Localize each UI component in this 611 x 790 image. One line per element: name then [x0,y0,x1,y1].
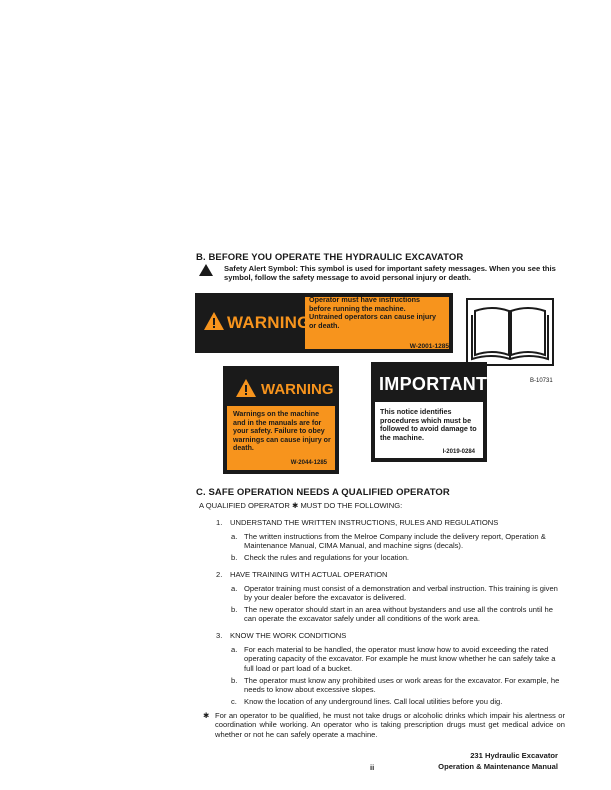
manual-icon-code: B-10731 [530,378,553,384]
warning-sign-panel [227,370,335,406]
list-item-number: 1. [216,518,223,527]
list-item-title: KNOW THE WORK CONDITIONS [230,631,347,640]
footnote-mark: ✱ [203,711,210,720]
list-item-number: 3. [216,631,223,640]
sub-item-text: The written instructions from the Melroe Company include the delivery report, Operation & Maintenance Manual, CIMA Manual, and machine signs (decals). [244,532,546,551]
sub-item-text: The operator must know any prohibited uses or work areas for the excavator. For example, he needs to know about excessive slopes. [244,676,560,695]
warning-decal-text: Operator must have instructions before running the machine. Untrained operators can cause injury or death. [309,295,437,330]
decal-code: I-2019-0284 [442,449,475,455]
sub-item-letter: a. [231,532,238,541]
warning-signal-word: WARNING [261,381,334,398]
warning-signal-word: WARNING [227,313,311,332]
warning-triangle-icon [235,378,257,398]
list-item-title: HAVE TRAINING WITH ACTUAL OPERATION [230,570,388,579]
open-manual-icon [465,297,555,367]
sub-item-text: Know the location of any underground lines. Call local utilities before you dig. [244,697,503,706]
sub-item-letter: b. [231,553,238,562]
section-c-title: C. SAFE OPERATION NEEDS A QUALIFIED OPERATOR [196,487,450,498]
warning-decal-operator-instructions [195,293,453,353]
sub-item-letter: b. [231,605,238,614]
important-decal-text: This notice identifies procedures which must be followed to avoid damage to the machine. [380,407,477,442]
manual-title-line-2: Operation & Maintenance Manual [438,762,558,771]
warning-triangle-icon [203,311,225,331]
sub-item-letter: a. [231,584,238,593]
manual-title-line-1: 231 Hydraulic Excavator [470,751,558,760]
sub-item-text: Operator training must consist of a demonstration and verbal instruction. This training is given by your dealer before the excavator is delivered. [244,584,558,603]
decal-code: W-2044-1285 [290,460,327,466]
sub-item-text: For each material to be handled, the operator must know how to avoid exceeding the rated operating capacity of the excavator. For example he must know whether he can safely take a full load or part load of a bucket. [244,645,556,673]
sub-item-letter: b. [231,676,238,685]
sub-item-text: Check the rules and regulations for your location. [244,553,410,562]
sub-item-letter: a. [231,645,238,654]
important-decal [371,362,487,462]
sub-item-letter: c. [231,697,237,706]
section-c-intro: A QUALIFIED OPERATOR ✱ MUST DO THE FOLLOWING: [199,501,403,510]
warning-sign-panel [199,297,311,349]
list-item-title: UNDERSTAND THE WRITTEN INSTRUCTIONS, RULES AND REGULATIONS [230,518,499,527]
safety-alert-text: Safety Alert Symbol: This symbol is used for important safety messages. When you see this symbol, follow the safety message to avoid personal injury or death. [224,264,556,283]
safety-alert-icon [199,264,213,276]
decal-code: W-2001-1285 [409,343,449,350]
warning-decal-manuals [223,366,339,474]
section-b-title: B. BEFORE YOU OPERATE THE HYDRAULIC EXCAVATOR [196,252,464,263]
footnote-text: For an operator to be qualified, he must not take drugs or alcoholic drinks which impair his alertness or coordination while working. An operator who is taking prescription drugs must get medical advice on whether or not he can safely operate a machine. [215,711,565,739]
list-item-number: 2. [216,570,223,579]
warning-decal-text: Warnings on the machine and in the manuals are for your safety. Failure to obey warnings can cause injury or death. [233,410,331,453]
sub-item-text: The new operator should start in an area without bystanders and use all the controls until he can operate the excavator safely under all conditions of the work area. [244,605,553,624]
important-signal-word: IMPORTANT [379,374,488,394]
page-number: ii [370,763,375,772]
